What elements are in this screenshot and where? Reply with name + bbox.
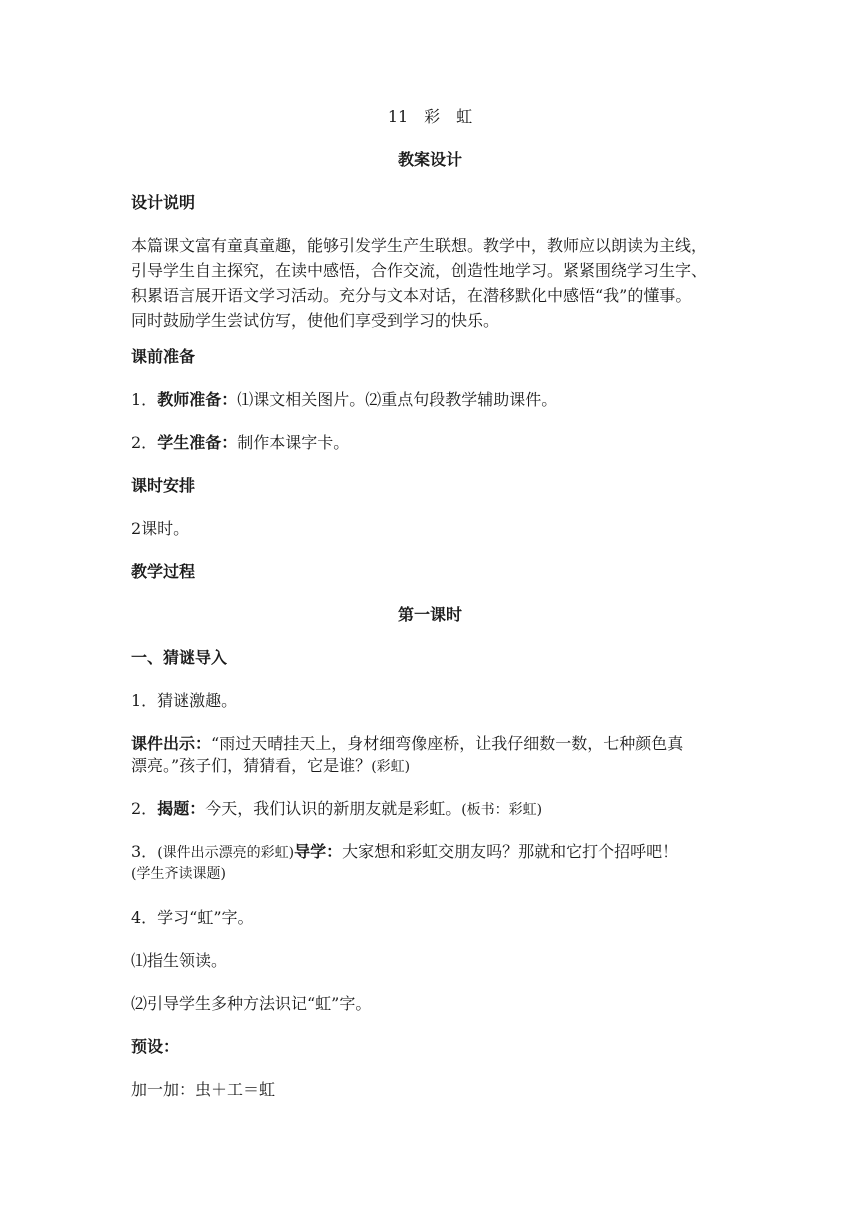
section-process: 教学过程 <box>131 562 196 581</box>
step-note: (课件出示漂亮的彩虹) <box>157 845 295 861</box>
design-paragraph <box>131 233 743 333</box>
prep-item-number: 2． <box>131 433 158 452</box>
step-text: 今天，我们认识的新朋友就是彩虹。 <box>205 799 462 818</box>
prep-item-text: 制作本课字卡。 <box>237 433 350 452</box>
first-lesson-title: 第一课时 <box>397 605 462 624</box>
section-design-note: 设计说明 <box>131 193 196 212</box>
step-3-line-2: (学生齐读课题) <box>131 866 226 882</box>
design-paragraph-line: 同时鼓励学生尝试仿写，使他们享受到学习的快乐。 <box>131 311 500 330</box>
courseware-answer: (彩虹) <box>371 759 411 775</box>
prep-item-student <box>131 432 741 453</box>
step-note: (板书：彩虹) <box>461 802 543 818</box>
step-text: 大家想和彩虹交朋友吗？那就和它打个招呼吧！ <box>342 842 679 861</box>
courseware-line-1 <box>131 733 741 754</box>
plan-subtitle: 教案设计 <box>397 150 462 169</box>
section-prep: 课前准备 <box>131 347 196 366</box>
design-paragraph-line: 积累语言展开语文学习活动。充分与文本对话，在潜移默化中感悟“我”的懂事。 <box>131 286 692 305</box>
step-2 <box>131 798 741 821</box>
prep-item-text: ⑴课文相关图片。⑵重点句段教学辅助课件。 <box>237 390 558 409</box>
courseware-line-2 <box>131 755 741 778</box>
step-4-sub-1: ⑴指生领读。 <box>131 951 228 970</box>
preset-text: 加一加：虫＋工＝虹 <box>131 1080 276 1099</box>
prep-item-label: 学生准备： <box>157 433 238 452</box>
courseware-label: 课件出示： <box>131 734 212 753</box>
step-4-sub-2: ⑵引导学生多种方法识记“虹”字。 <box>131 994 372 1013</box>
courseware-text: 漂亮。”孩子们，猜猜看，它是谁？ <box>131 756 372 775</box>
step-label: 揭题： <box>157 799 206 818</box>
design-paragraph-line: 引导学生自主探究，在读中感悟，合作交流，创造性地学习。紧紧围绕学习生字、 <box>131 261 708 280</box>
prep-item-number: 1． <box>131 390 158 409</box>
step-number: 2． <box>131 799 158 818</box>
step-label: 导学： <box>294 842 343 861</box>
schedule-text: 2课时。 <box>131 519 190 538</box>
courseware-text: “雨过天晴挂天上，身材细弯像座桥，让我仔细数一数，七种颜色真 <box>211 734 684 753</box>
preset-label: 预设： <box>131 1037 180 1056</box>
step-4: 4．学习“虹”字。 <box>131 908 254 927</box>
step-1: 1．猜谜激趣。 <box>131 691 238 710</box>
prep-item-label: 教师准备： <box>157 390 238 409</box>
design-paragraph-line: 本篇课文富有童真童趣，能够引发学生产生联想。教学中，教师应以朗读为主线， <box>131 236 708 255</box>
lesson-title: 11 彩 虹 <box>387 107 473 126</box>
step-number: 3． <box>131 842 158 861</box>
section-schedule: 课时安排 <box>131 476 196 495</box>
step-3 <box>131 841 741 864</box>
part1-heading: 一、猜谜导入 <box>131 648 228 667</box>
prep-item-teacher <box>131 389 741 410</box>
